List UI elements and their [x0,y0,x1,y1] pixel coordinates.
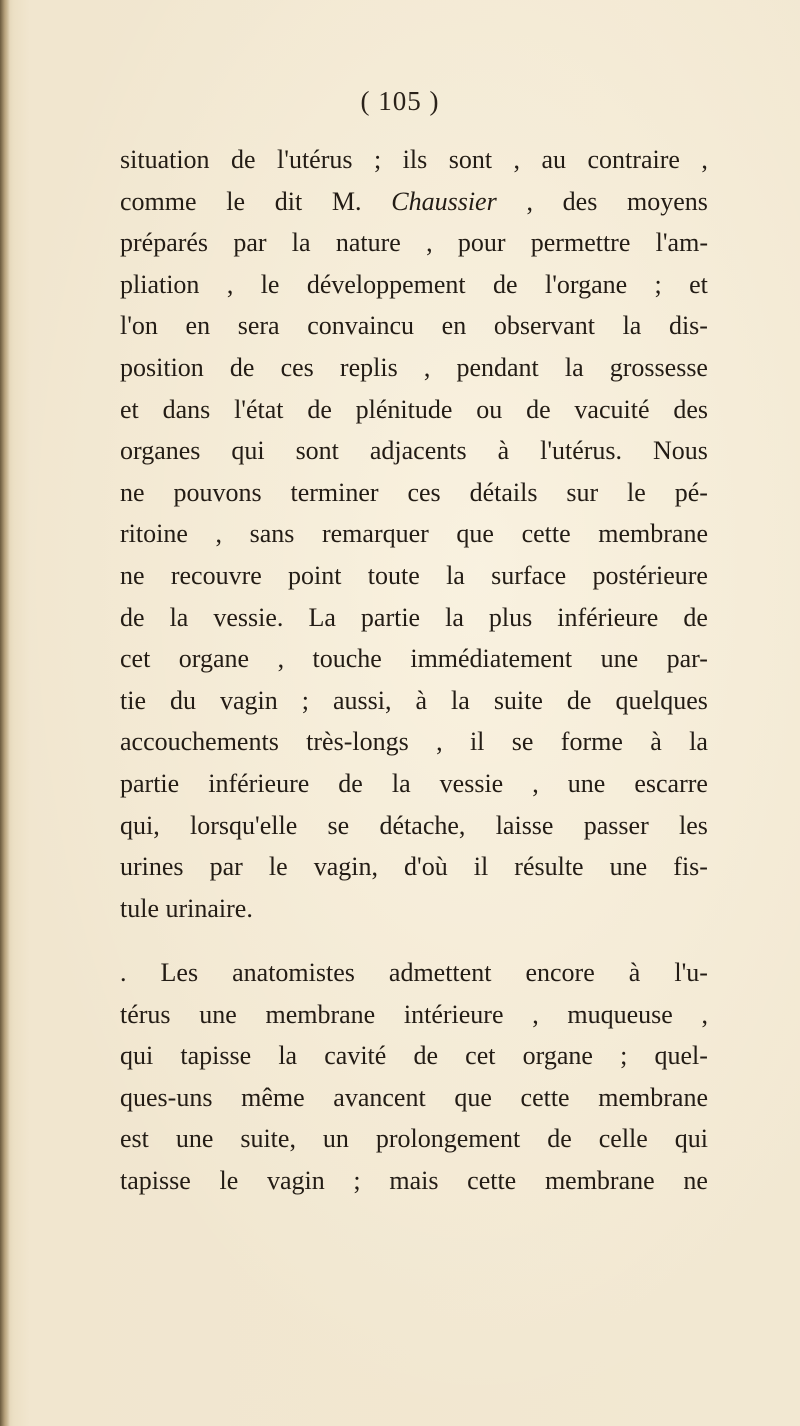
text-line: ques-uns même avancent que cette membrane [120,1082,708,1112]
text-line: ritoine , sans remarquer que cette membrane [120,519,708,549]
text-line: tule urinaire. [120,893,253,923]
text-line: térus une membrane intérieure , muqueuse , [120,999,708,1029]
text-line: cet organe , touche immédiatement une par- [120,644,708,674]
text-line: ne pouvons terminer ces détails sur le pé- [120,477,708,507]
text-line: pliation , le développement de l'organe ; et [120,269,708,299]
text-line: . Les anatomistes admettent encore à l'u- [120,958,708,987]
text-line: est une suite, un prolongement de celle qui [120,1124,708,1154]
paragraph-uterine-membrane [120,952,708,1202]
text-line: l'on en sera convaincu en observant la dis- [120,311,708,341]
text-line: organes qui sont adjacents à l'utérus. Nous [120,436,708,466]
page-number: ( 105 ) [360,86,440,116]
text-line: situation de l'utérus ; ils sont , au contraire , [120,145,708,174]
text-line: qui, lorsqu'elle se détache, laisse passer les [120,810,708,840]
text-line: tapisse le vagin ; mais cette membrane ne [120,1165,708,1195]
text-line: ne recouvre point toute la surface postérieure [120,560,708,590]
text-line: de la vessie. La partie la plus inférieure de [120,602,708,632]
text-line: préparés par la nature , pour permettre l'am- [120,228,708,258]
text-line: et dans l'état de plénitude ou de vacuité des [120,394,708,424]
text-line: position de ces replis , pendant la grossesse [120,352,708,382]
paragraph-peritoneum [120,139,708,929]
text-line: urines par le vagin, d'où il résulte une fis- [120,852,708,882]
text-line: tie du vagin ; aussi, à la suite de quelques [120,685,708,715]
page-spine-edge [0,0,10,1426]
text-line: qui tapisse la cavité de cet organe ; quel- [120,1041,708,1071]
text-line-with-italic-name: comme le dit M. Chaussier , des moyens [120,186,708,216]
text-line: accouchements très-longs , il se forme à la [120,727,708,757]
italic-author-name: Chaussier [391,186,497,216]
text-line: partie inférieure de la vessie , une escarre [120,768,708,798]
